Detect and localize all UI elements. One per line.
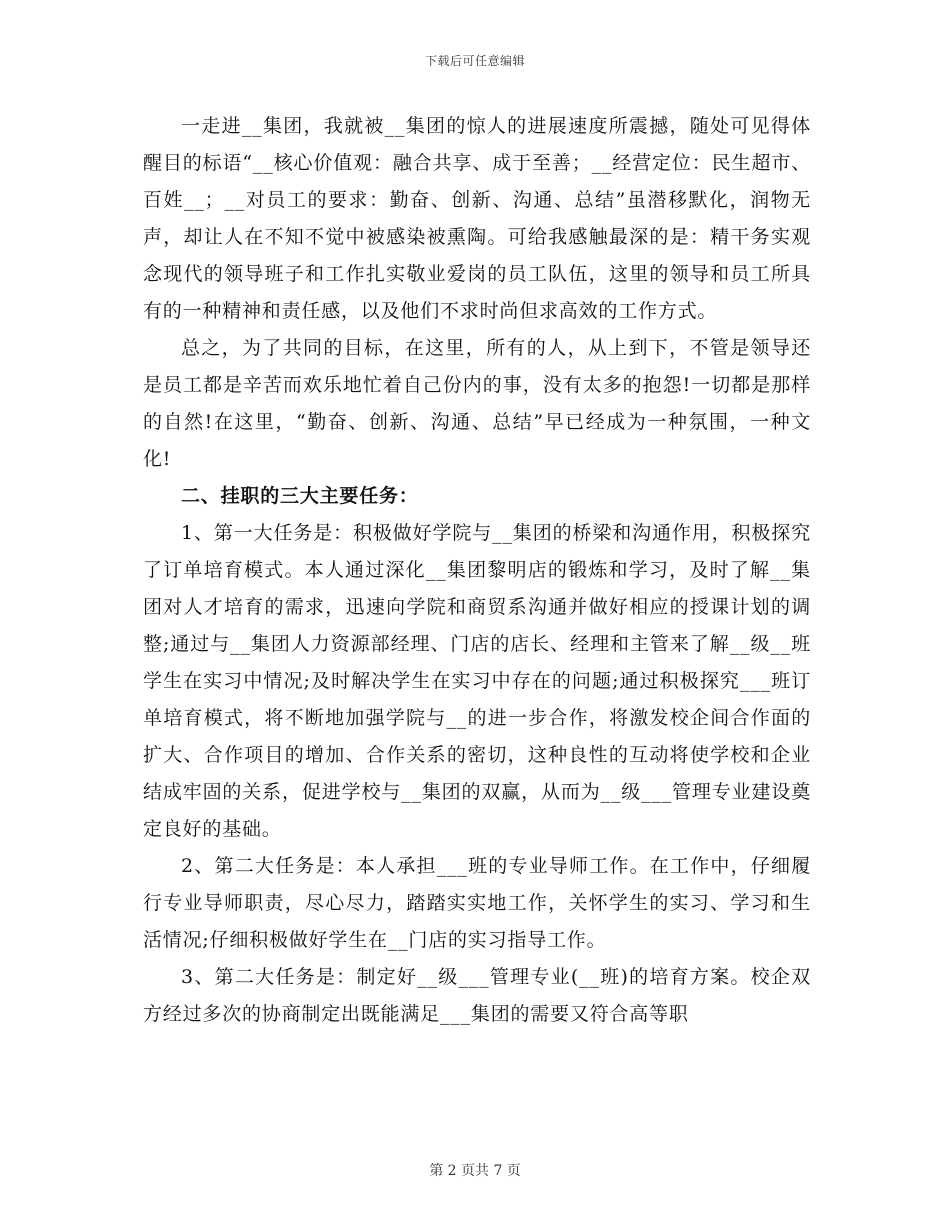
paragraph-task-2: 2、第二大任务是：本人承担___班的专业导师工作。在工作中，仔细履行专业导师职责，尽心尽力，踏踏实实地工作，关怀学生的实习、学习和生活情况;仔细积极做好学生在__门店的实习指导工作。	[143, 855, 811, 951]
page-footer: 第 2 页共 7 页	[429, 1163, 521, 1179]
paragraph-task-3: 3、第二大任务是：制定好__级___管理专业(__班)的培育方案。校企双方经过多次的协商制定出既能满足___集团的需要又符合高等职	[143, 966, 811, 1025]
paragraph-impression: 一走进__集团，我就被__集团的惊人的进展速度所震撼，随处可见得体醒目的标语“__核心价值观：融合共享、成于至善；__经营定位：民生超市、百姓__；__对员工的要求：勤奋、创新、沟通、总结”虽潜移默化，润物无声，却让人在不知不觉中被感染被熏陶。可给我感触最深的是：精干务实观念现代的领导班子和工作扎实敬业爱岗的员工队伍，这里的领导和员工所具有的一种精神和责任感，以及他们不求时尚但求高效的工作方式。	[143, 115, 811, 322]
paragraph-summary: 总之，为了共同的目标，在这里，所有的人，从上到下，不管是领导还是员工都是辛苦而欢乐地忙着自己份内的事，没有太多的抱怨!一切都是那样的自然!在这里，“勤奋、创新、沟通、总结”早已经成为一种氛围，一种文化!	[143, 337, 811, 470]
paragraph-task-1: 1、第一大任务是：积极做好学院与__集团的桥梁和沟通作用，积极探究了订单培育模式。本人通过深化__集团黎明店的锻炼和学习，及时了解__集团对人才培育的需求，迅速向学院和商贸系沟通并做好相应的授课计划的调整;通过与__集团人力资源部经理、门店的店长、经理和主管来了解__级__班学生在实习中情况;及时解决学生在实习中存在的问题;通过积极探究___班订单培育模式，将不断地加强学院与__的进一步合作，将激发校企间合作面的扩大、合作项目的增加、合作关系的密切，这种良性的互动将使学校和企业结成牢固的关系，促进学校与__集团的双赢，从而为__级___管理专业建设奠定良好的基础。	[143, 522, 811, 840]
page-header: 下载后可任意编辑	[424, 54, 525, 68]
section-heading-tasks: 二、挂职的三大主要任务：	[181, 485, 419, 507]
body-text	[143, 108, 811, 1033]
